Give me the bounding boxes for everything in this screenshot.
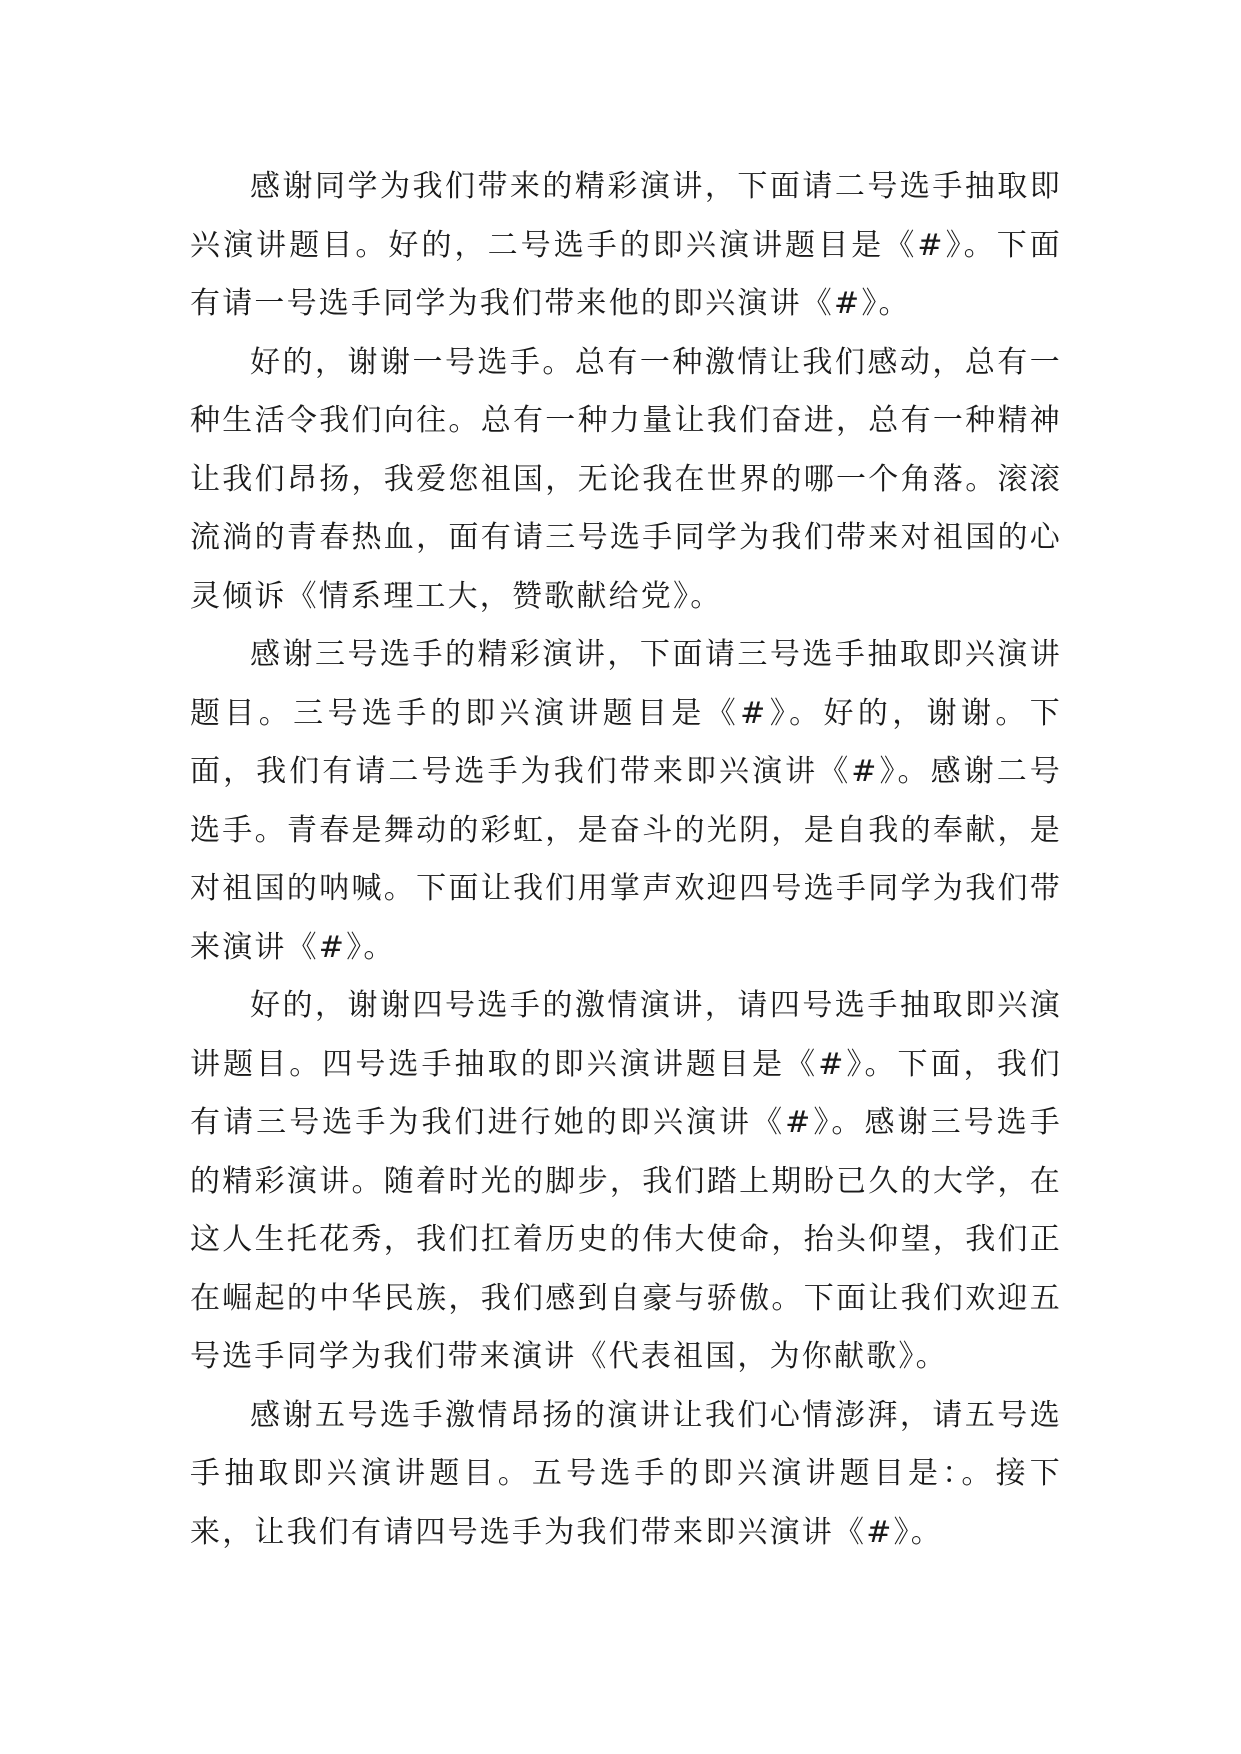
document-body — [190, 158, 1062, 1562]
paragraph-4: 好的，谢谢四号选手的激情演讲，请四号选手抽取即兴演讲题目。四号选手抽取的即兴演讲题目是《#》。下面，我们有请三号选手为我们进行她的即兴演讲《#》。感谢三号选手的精彩演讲。随着时光的脚步，我们踏上期盼已久的大学，在这人生托花秀，我们扛着历史的伟大使命，抬头仰望，我们正在崛起的中华民族，我们感到自豪与骄傲。下面让我们欢迎五号选手同学为我们带来演讲《代表祖国，为你献歌》。 — [190, 988, 1062, 1374]
paragraph-2: 好的，谢谢一号选手。总有一种激情让我们感动，总有一种生活令我们向往。总有一种力量让我们奋进，总有一种精神让我们昂扬，我爱您祖国，无论我在世界的哪一个角落。滚滚流淌的青春热血，面有请三号选手同学为我们带来对祖国的心灵倾诉《情系理工大，赞歌献给党》。 — [190, 344, 1062, 614]
paragraph-1: 感谢同学为我们带来的精彩演讲，下面请二号选手抽取即兴演讲题目。好的，二号选手的即兴演讲题目是《#》。下面有请一号选手同学为我们带来他的即兴演讲《#》。 — [190, 169, 1062, 321]
paragraph-3: 感谢三号选手的精彩演讲，下面请三号选手抽取即兴演讲题目。三号选手的即兴演讲题目是《#》。好的，谢谢。下面，我们有请二号选手为我们带来即兴演讲《#》。感谢二号选手。青春是舞动的彩虹，是奋斗的光阴，是自我的奉献，是对祖国的呐喊。下面让我们用掌声欢迎四号选手同学为我们带来演讲《#》。 — [190, 637, 1062, 965]
paragraph-5: 感谢五号选手激情昂扬的演讲让我们心情澎湃，请五号选手抽取即兴演讲题目。五号选手的即兴演讲题目是：。接下来，让我们有请四号选手为我们带来即兴演讲《#》。 — [190, 1397, 1062, 1550]
